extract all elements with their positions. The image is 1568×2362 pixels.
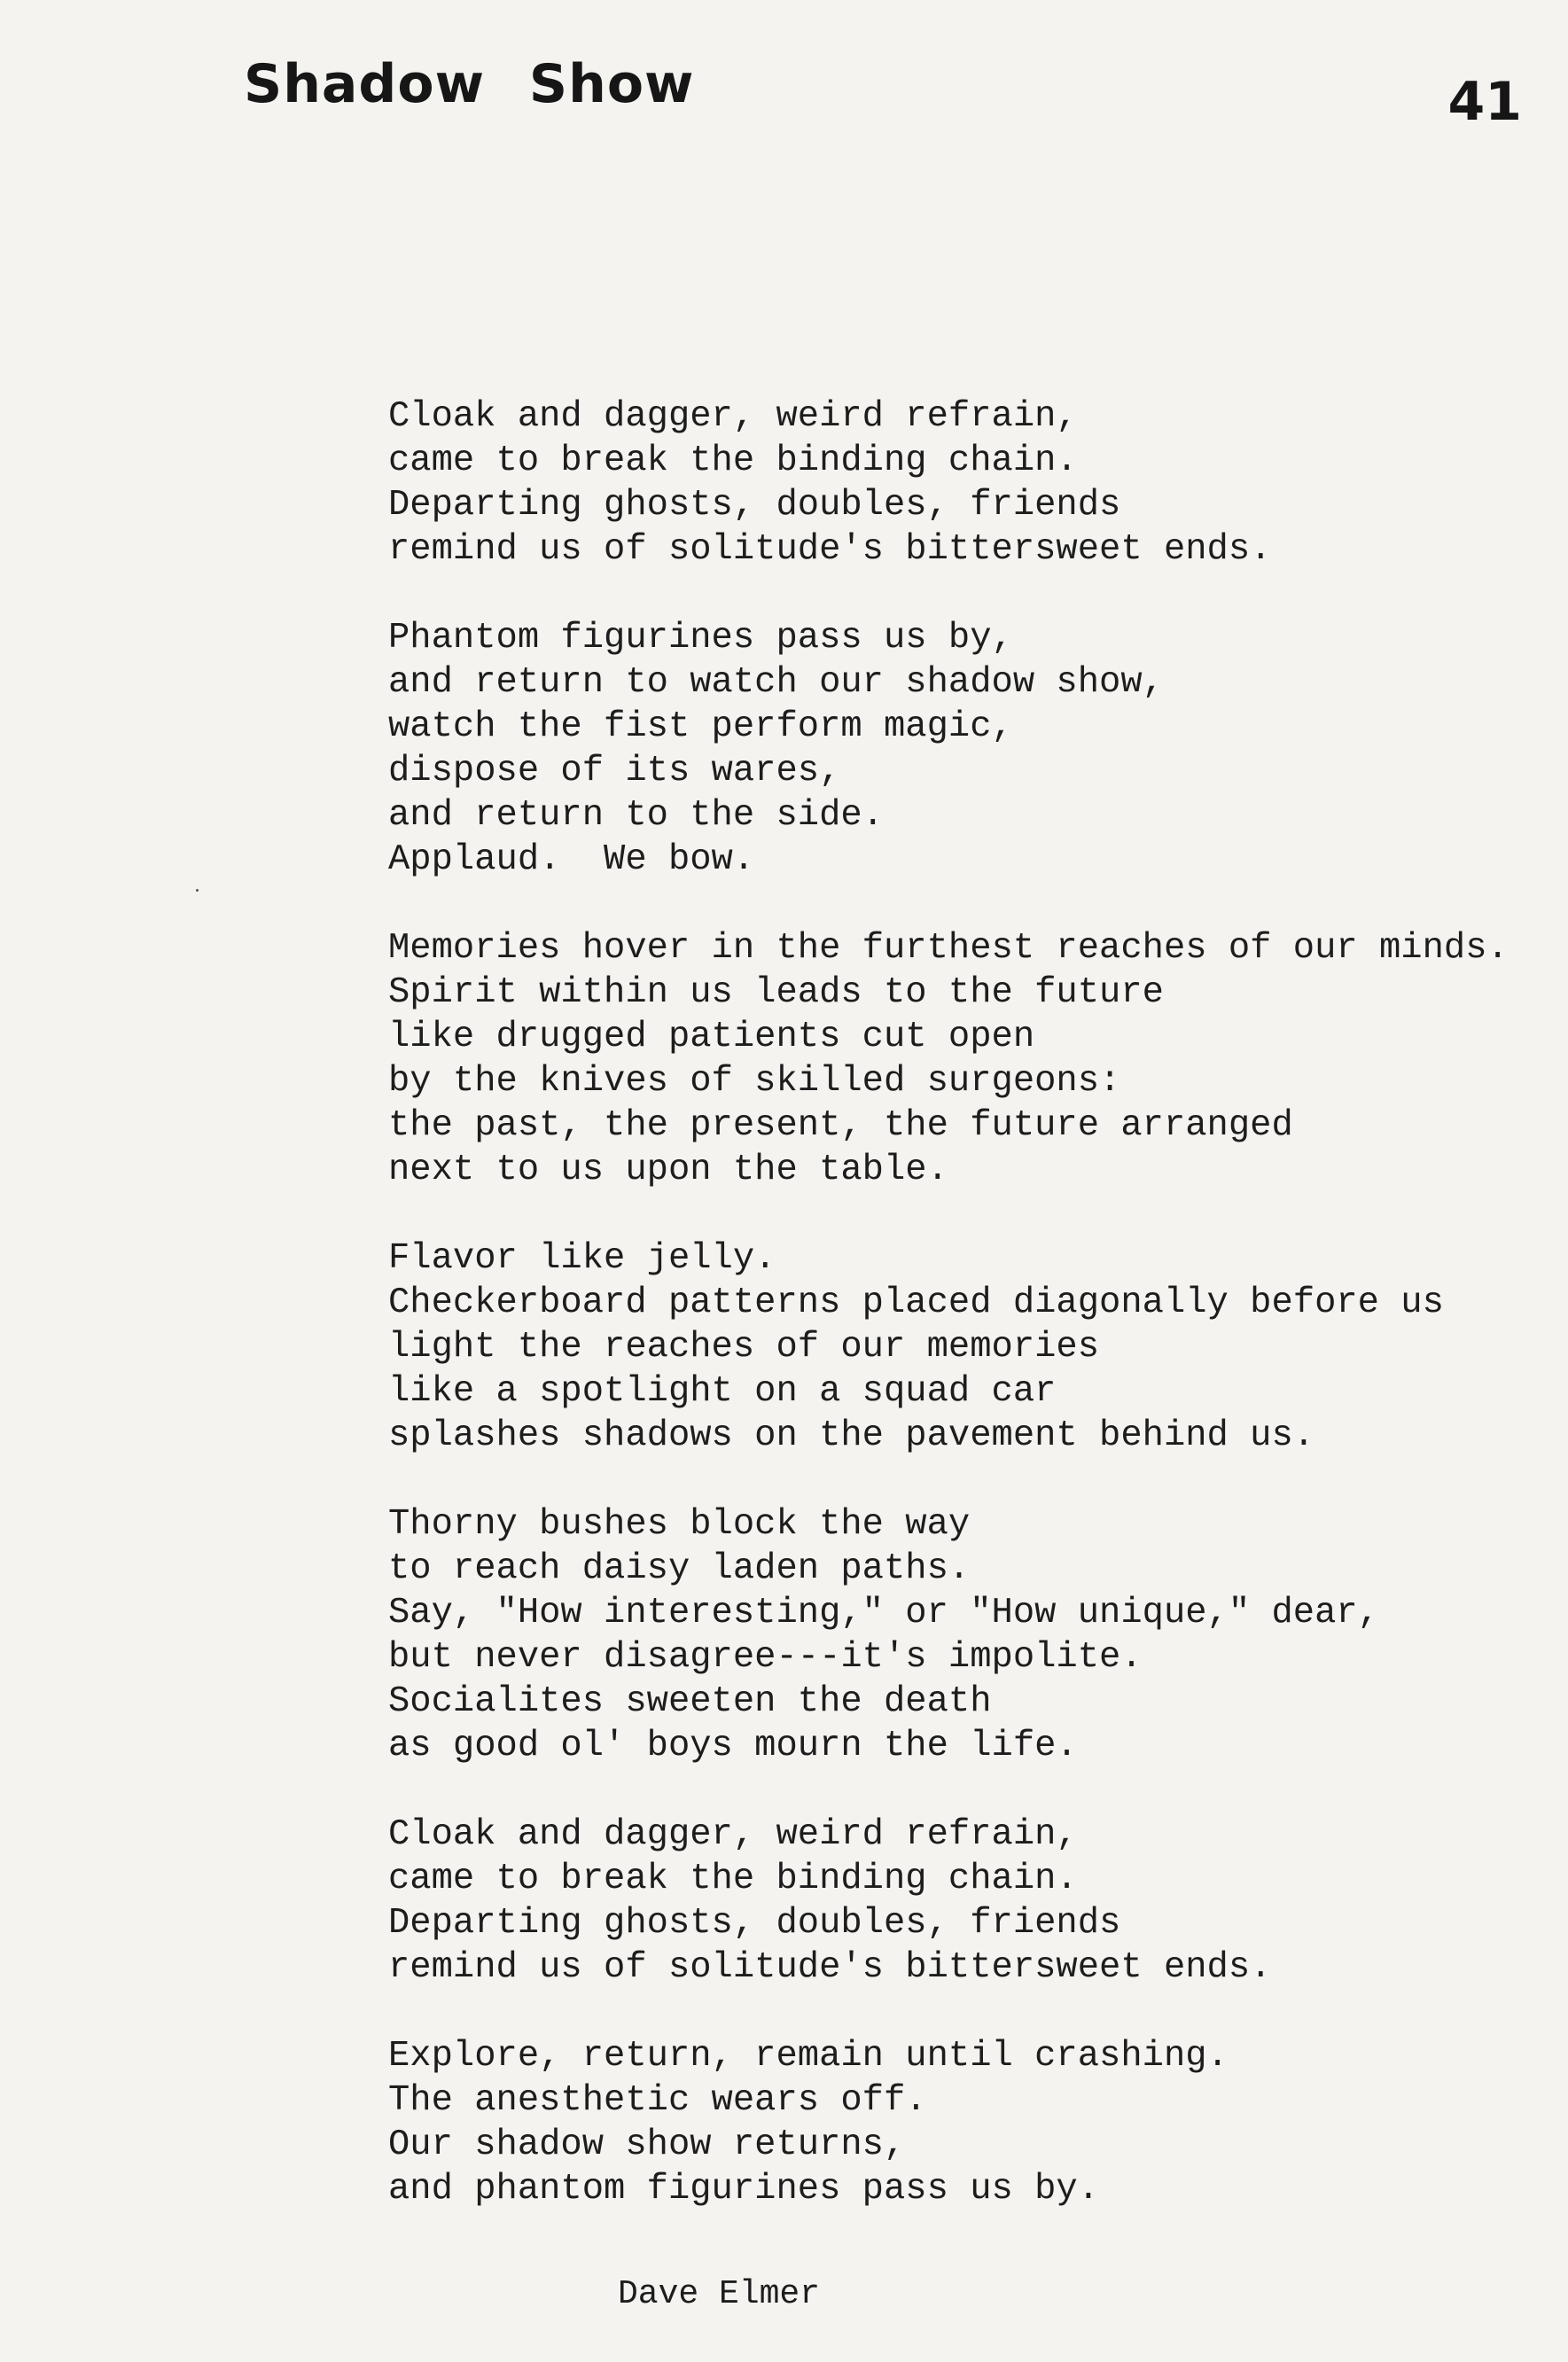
poem-line: came to break the binding chain. xyxy=(388,440,1078,481)
poem-line: Socialites sweeten the death xyxy=(388,1681,992,1722)
poem-line: like a spotlight on a squad car xyxy=(388,1371,1057,1412)
stanza-4 xyxy=(388,1236,1541,1458)
stanza-3 xyxy=(388,926,1541,1192)
page-number: 41 xyxy=(1447,71,1522,133)
poem-line: remind us of solitude's bittersweet ends. xyxy=(388,529,1272,570)
stanza-1 xyxy=(388,394,1541,572)
poem-line: Cloak and dagger, weird refrain, xyxy=(388,396,1078,437)
poem-line: Departing ghosts, doubles, friends xyxy=(388,1903,1121,1944)
author-name: Dave Elmer xyxy=(618,2275,821,2313)
poem-line: but never disagree---it's impolite. xyxy=(388,1637,1143,1678)
stanza-5 xyxy=(388,1502,1541,1768)
poem-line: Our shadow show returns, xyxy=(388,2124,906,2165)
poem-line: Phantom figurines pass us by, xyxy=(388,618,1013,659)
poem-line: splashes shadows on the pavement behind us. xyxy=(388,1415,1315,1456)
poem-line: Thorny bushes block the way xyxy=(388,1504,971,1545)
poem-line: like drugged patients cut open xyxy=(388,1017,1035,1057)
poem-line: next to us upon the table. xyxy=(388,1150,948,1190)
poem-line: watch the fist perform magic, xyxy=(388,706,1013,747)
poem-line: Applaud. We bow. xyxy=(388,839,755,880)
poem-line: Memories hover in the furthest reaches of our minds. xyxy=(388,928,1509,969)
poem-line: and phantom figurines pass us by. xyxy=(388,2169,1100,2210)
stray-ink-mark xyxy=(196,889,199,892)
stanza-6 xyxy=(388,1812,1541,1990)
poem-line: Checkerboard patterns placed diagonally before us xyxy=(388,1282,1444,1323)
poem-line: to reach daisy laden paths. xyxy=(388,1548,971,1589)
poem-line: remind us of solitude's bittersweet ends. xyxy=(388,1947,1272,1988)
poem-line: came to break the binding chain. xyxy=(388,1859,1078,1899)
poem-title: Shadow Show xyxy=(244,53,695,115)
poem-line: Say, "How interesting," or "How unique," dear, xyxy=(388,1593,1379,1633)
poem-line: Spirit within us leads to the future xyxy=(388,972,1164,1013)
poem-line: dispose of its wares, xyxy=(388,751,841,791)
poem-line: Cloak and dagger, weird refrain, xyxy=(388,1814,1078,1855)
poem-line: by the knives of skilled surgeons: xyxy=(388,1061,1121,1102)
stanza-7 xyxy=(388,2034,1541,2211)
poem-line: light the reaches of our memories xyxy=(388,1327,1100,1368)
poem-line: and return to the side. xyxy=(388,795,884,836)
poem-line: Departing ghosts, doubles, friends xyxy=(388,485,1121,526)
poem-line: Explore, return, remain until crashing. xyxy=(388,2036,1229,2077)
poem-line: The anesthetic wears off. xyxy=(388,2080,927,2121)
poem-body xyxy=(388,394,1541,2256)
stanza-2 xyxy=(388,616,1541,882)
poem-line: Flavor like jelly. xyxy=(388,1238,776,1279)
poem-line: and return to watch our shadow show, xyxy=(388,662,1164,703)
poem-line: the past, the present, the future arranged xyxy=(388,1105,1293,1146)
poem-line: as good ol' boys mourn the life. xyxy=(388,1726,1078,1766)
